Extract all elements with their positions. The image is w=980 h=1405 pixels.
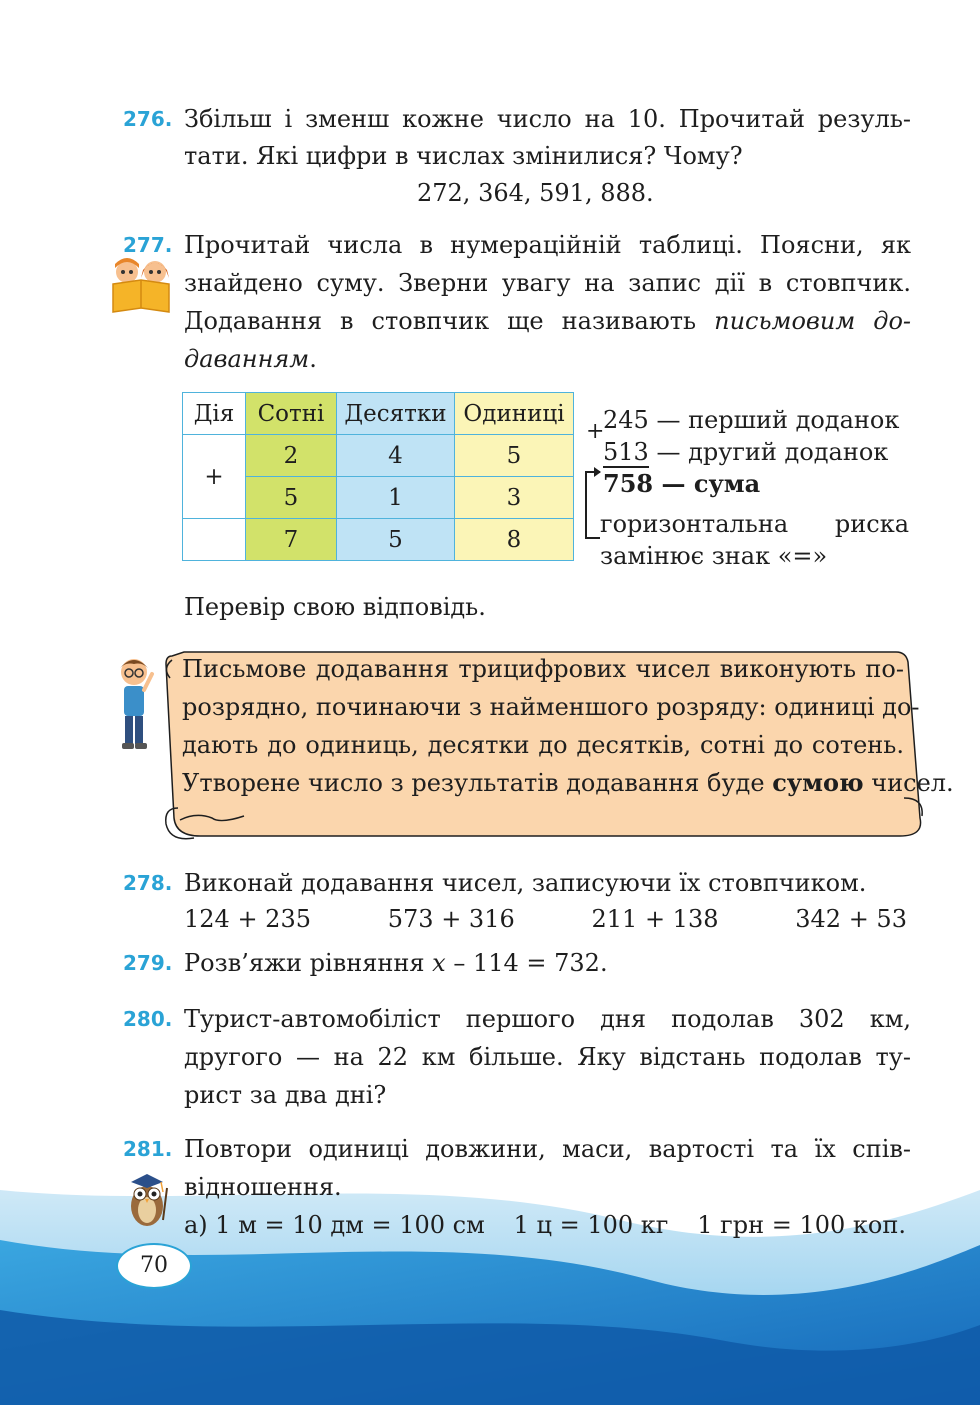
table-cell: 4	[337, 435, 455, 477]
exercise-280	[123, 1000, 923, 1120]
expression: 211 + 138	[591, 905, 719, 933]
table-cell: 5	[455, 435, 574, 477]
expression: 124 + 235	[184, 905, 311, 933]
text-fragment: Утворене число з результатів додавання буде	[182, 769, 765, 797]
exercise-number: 279.	[123, 951, 173, 975]
check-text: Перевір свою відповідь.	[184, 593, 486, 621]
owl-scholar-icon	[123, 1168, 173, 1228]
text-fragment: – 114 = 732.	[453, 949, 608, 977]
table-header-row	[183, 393, 574, 435]
exercise-number: 277.	[123, 233, 173, 257]
exercise-text-line: другого — на 22 км більше. Яку відстань подолав ту-	[184, 1043, 911, 1071]
exercise-text-line: знайдено суму. Зверни увагу на запис дії в стовпчик.	[184, 269, 911, 297]
exercise-number: 280.	[123, 1007, 173, 1031]
operation-sign-cell: +	[183, 435, 246, 519]
exercise-text-line: Турист-автомобіліст першого дня подолав 302 км,	[184, 1005, 911, 1033]
second-addend-label: — другий доданок	[656, 438, 889, 466]
text-fragment: чисел.	[871, 769, 954, 797]
italic-term: даванням	[184, 345, 310, 373]
page-number: 70	[116, 1243, 192, 1289]
rule-line: розрядно, починаючи з найменшого розряду: одиниці до-	[182, 693, 920, 721]
exercise-276	[123, 100, 923, 220]
exercise-text-line: Збільш і зменш кожне число на 10. Прочитай резуль-	[184, 105, 911, 133]
rule-line: дають до одиниць, десятки до десятків, сотні до сотень.	[182, 731, 904, 759]
exercise-number: 276.	[123, 107, 173, 131]
table-header-cell: Одиниці	[455, 393, 574, 435]
sum-expressions	[184, 900, 907, 938]
table-header-cell: Дія	[183, 393, 246, 435]
exercise-text-line: Прочитай числа в нумераційній таблиці. Поясни, як	[184, 231, 911, 259]
table-cell	[183, 519, 246, 561]
table-cell: 1	[337, 477, 455, 519]
note-line: замінює знак «=»	[600, 542, 828, 570]
sum-label: — сума	[661, 469, 761, 498]
boy-teacher-icon	[112, 656, 156, 750]
unit-relation: 1 ц = 100 кг	[513, 1211, 669, 1239]
first-addend-label: — перший доданок	[656, 406, 900, 434]
exercise-text-line: тати. Які цифри в числах змінилися? Чому?	[184, 142, 743, 170]
unit-relations	[184, 1206, 906, 1244]
table-cell: 8	[455, 519, 574, 561]
rule-line: Письмове додавання трицифрових чисел виконують по-	[182, 655, 904, 683]
note-word: риска	[834, 510, 909, 538]
variable: x	[432, 949, 446, 977]
exercise-text-line: відношення.	[184, 1173, 342, 1201]
rule-text	[182, 650, 954, 802]
sum-row	[603, 468, 760, 500]
text-fragment: .	[309, 345, 317, 373]
text-fragment: Розв’яжи рівняння	[184, 949, 425, 977]
plus-sign: +	[586, 419, 605, 444]
exercise-text-line: Повтори одиниці довжини, маси, вартості та їх спів-	[184, 1135, 911, 1163]
second-addend: 513	[603, 438, 649, 466]
table-cell: 2	[246, 435, 337, 477]
note-line	[600, 508, 909, 540]
exercise-number: 281.	[123, 1137, 173, 1161]
table-header-cell: Десятки	[337, 393, 455, 435]
kids-reading-icon	[107, 258, 177, 314]
numeration-table	[182, 392, 574, 561]
table-row	[183, 435, 574, 477]
exercise-number: 278.	[123, 871, 173, 895]
table-cell: 5	[337, 519, 455, 561]
exercise-text-line: Виконай додавання чисел, записуючи їх стовпчиком.	[184, 869, 867, 897]
unit-relation: а) 1 м = 10 дм = 100 см	[184, 1211, 485, 1239]
table-cell: 5	[246, 477, 337, 519]
expression: 342 + 53	[795, 905, 907, 933]
note-word: горизонтальна	[600, 510, 789, 538]
rule-line	[182, 764, 954, 802]
table-row	[183, 519, 574, 561]
exercise-text-line: рист за два дні?	[184, 1081, 387, 1109]
exercise-text-line	[184, 340, 317, 378]
first-addend-row	[603, 404, 899, 436]
sum-value: 758	[603, 469, 654, 498]
text-fragment: Додавання в стовпчик ще називають	[184, 307, 697, 335]
table-header-cell: Сотні	[246, 393, 337, 435]
exercise-279	[123, 944, 923, 984]
number-list: 272, 364, 591, 888.	[417, 179, 654, 207]
exercise-277	[123, 226, 923, 386]
table-cell: 3	[455, 477, 574, 519]
bold-term: сумою	[772, 768, 864, 797]
italic-term: письмовим до-	[714, 307, 912, 335]
first-addend: 245	[603, 406, 649, 434]
exercise-278	[123, 864, 923, 904]
unit-relation: 1 грн = 100 коп.	[697, 1211, 906, 1239]
exercise-text-line	[184, 302, 911, 340]
table-cell: 7	[246, 519, 337, 561]
exercise-281	[123, 1130, 923, 1250]
second-addend-row	[603, 436, 888, 468]
expression: 573 + 316	[387, 905, 515, 933]
exercise-text-line	[184, 944, 608, 982]
